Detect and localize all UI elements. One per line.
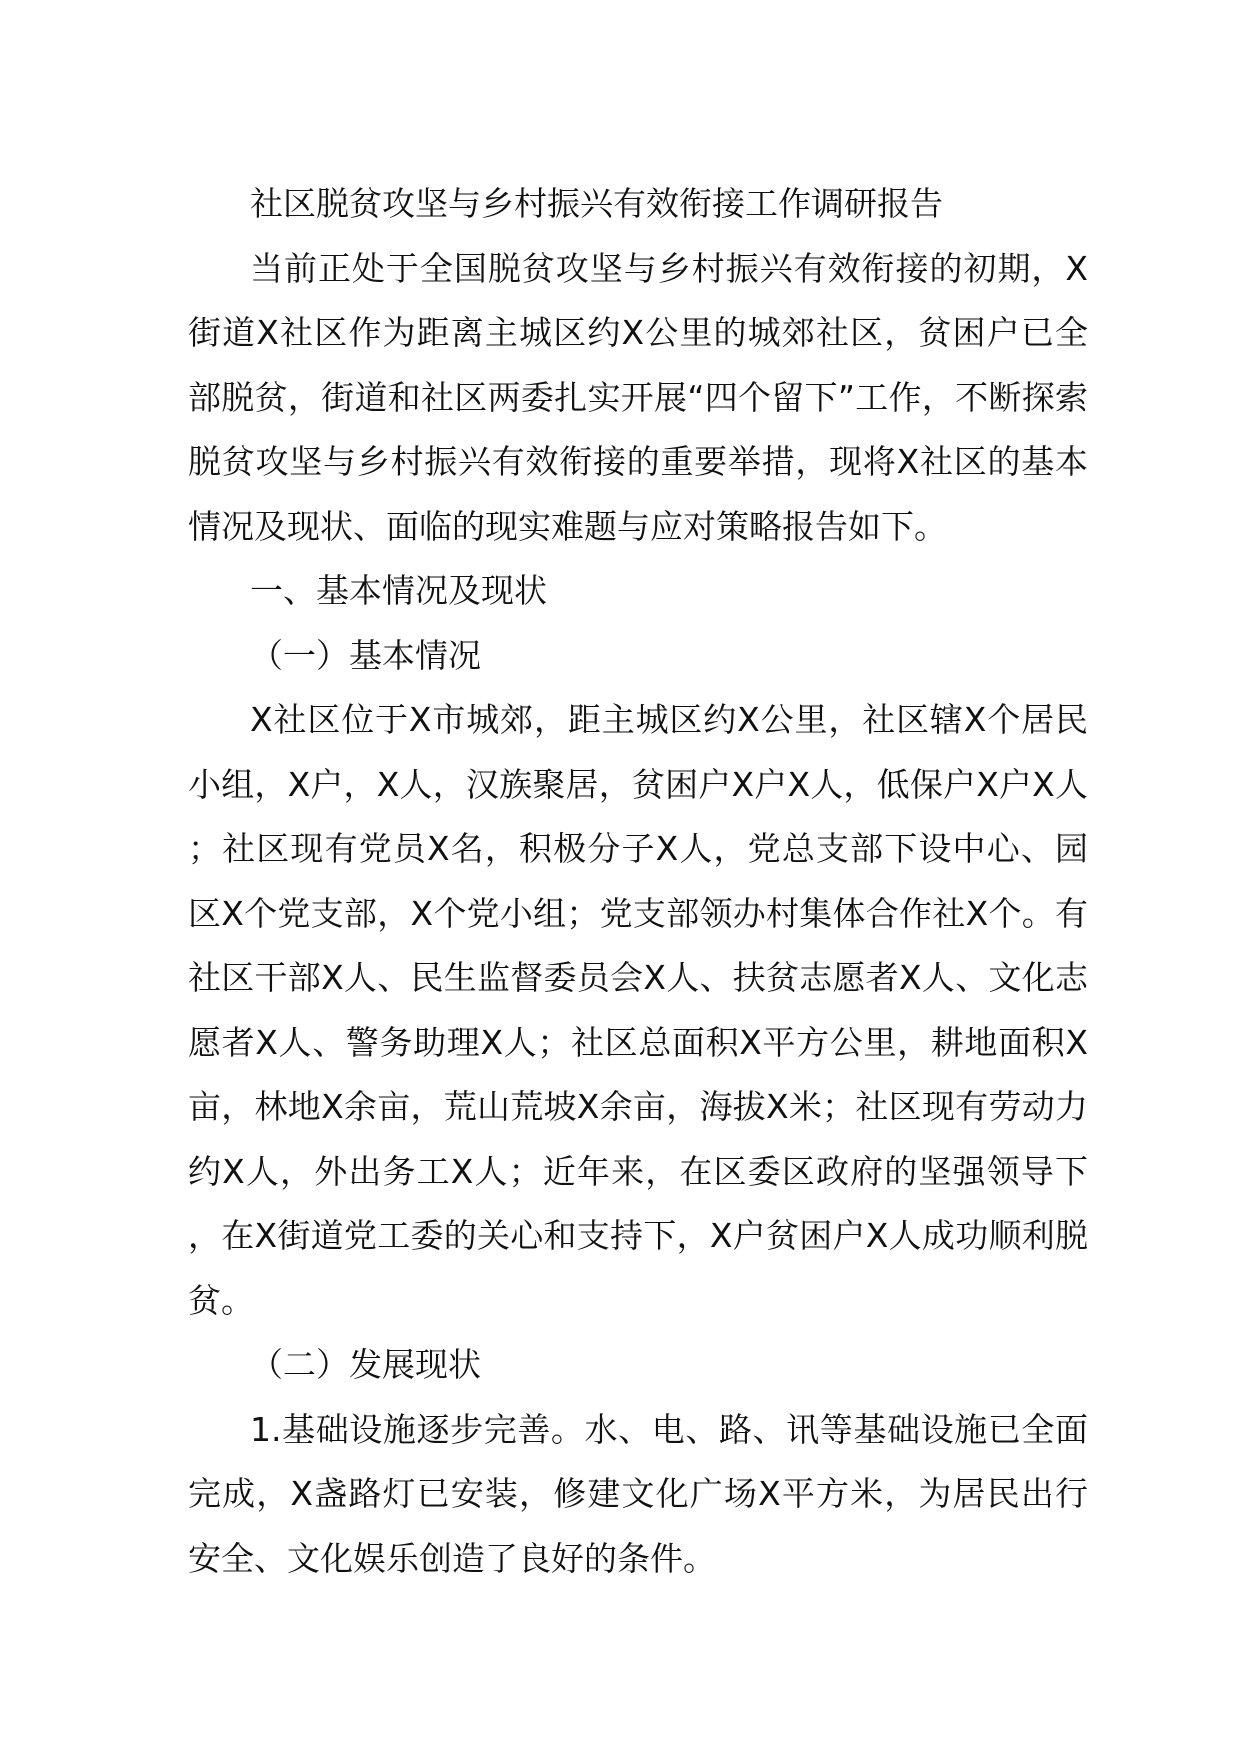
subsection-heading-development-status: （二）发展现状 [250, 1345, 481, 1384]
basic-info-paragraph: X社区位于X市城郊，距主城区约X公里，社区辖X个居民小组，X户，X人，汉族聚居，贫困户X户X人，低保户X户X人；社区现有党员X名，积极分子X人，党总支部下设中心、园区X个党支部，X个党小组；党支部领办村集体合作社X个。有社区干部X人、民生监督委员会X人、扶贫志愿者X人、文化志愿者X人、警务助理X人；社区总面积X平方公里，耕地面积X亩，林地X余亩，荒山荒坡X余亩，海拔X米；社区现有劳动力约X人，外出务工X人；近年来，在区委区政府的坚强领导下，在X街道党工委的关心和支持下，X户贫困户X人成功顺利脱贫。 [188, 700, 1088, 1320]
section-heading-basic-situation: 一、基本情况及现状 [250, 571, 547, 610]
infrastructure-paragraph: 1.基础设施逐步完善。水、电、路、讯等基础设施已全面完成，X盏路灯已安装，修建文化广场X平方米，为居民出行安全、文化娱乐创造了良好的条件。 [188, 1409, 1088, 1578]
subsection-heading-basic-info: （一）基本情况 [250, 635, 481, 675]
intro-paragraph: 当前正处于全国脱贫攻坚与乡村振兴有效衔接的初期，X街道X社区作为距离主城区约X公里的城郊社区，贫困户已全部脱贫，街道和社区两委扎实开展“四个留下”工作，不断探索脱贫攻坚与乡村振兴有效衔接的重要举措，现将X社区的基本情况及现状、面临的现实难题与应对策略报告如下。 [188, 248, 1088, 546]
document-page [188, 172, 1088, 1591]
document-title: 社区脱贫攻坚与乡村振兴有效衔接工作调研报告 [250, 184, 943, 223]
